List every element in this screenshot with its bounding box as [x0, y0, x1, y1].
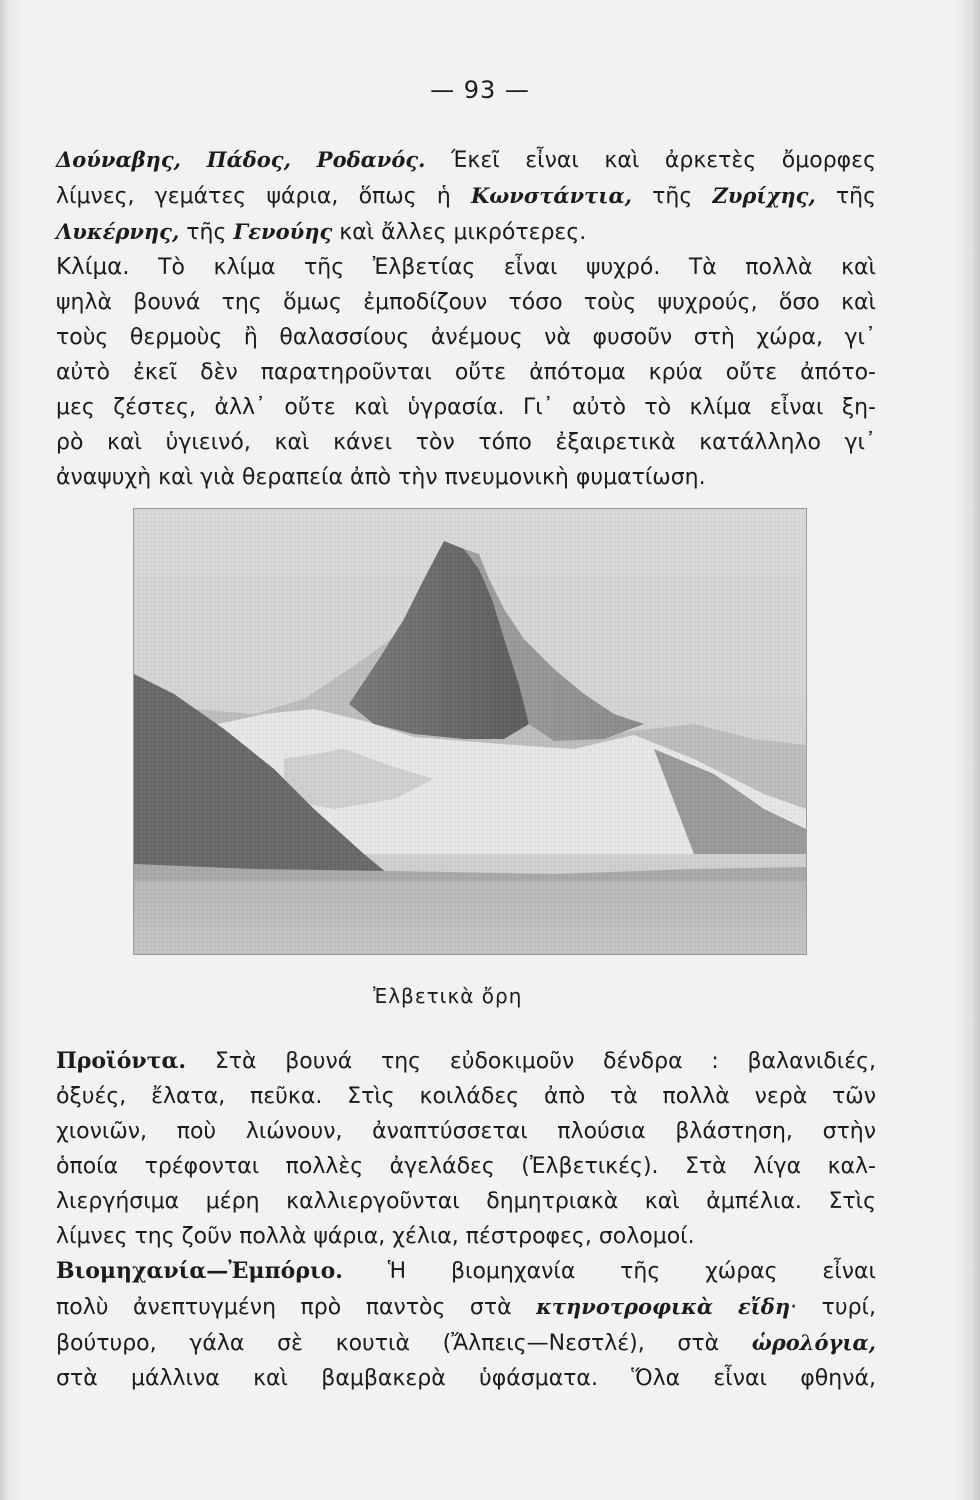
text-run: Ἡ βιομηχανία τῆς χώρας εἶναι [342, 1259, 876, 1284]
text-line [56, 1149, 876, 1184]
text-run: τῆς [179, 220, 234, 245]
emphasis-run: ὡρολόγια, [751, 1330, 876, 1355]
text-line [56, 250, 876, 285]
text-line [56, 355, 876, 390]
text-line [56, 460, 876, 495]
emphasis-run: Κλίμα. [56, 254, 130, 280]
text-line [56, 425, 876, 460]
text-run: μες ζέστες, ἀλλ᾽ οὔτε καὶ ὑγρασία. Γι᾽ αὐτὸ τὸ κλίμα εἶναι ξη- [56, 395, 876, 420]
emphasis-run: Ζυρίχης, [712, 183, 816, 208]
text-line [56, 320, 876, 355]
text-line [56, 1044, 876, 1079]
emphasis-run: Βιομηχανία—Ἐμπόριο. [56, 1258, 343, 1284]
text-run: ἀναψυχὴ καὶ γιὰ θεραπεία ἀπὸ τὴν πνευμονικὴ φυματίωση. [56, 465, 706, 490]
text-run: πολὺ ἀνεπτυγμένη πρὸ παντὸς στὰ [56, 1295, 537, 1320]
text-run: Έκεῖ εἶναι καὶ ἀρκετὲς ὄμορφες [425, 148, 876, 173]
text-run: αὐτὸ ἐκεῖ δὲν παρατηροῦνται οὔτε ἀπότομα κρύα οὔτε ἀπότο- [56, 360, 876, 385]
text-run: ὁποία τρέφονται πολλὲς ἀγελάδες (Ἐλβετικές). Στὰ λίγα καλ- [56, 1154, 876, 1179]
text-run: Τὸ κλίμα τῆς Ἐλβετίας εἶναι ψυχρό. Τὰ πολλὰ καὶ [129, 255, 876, 280]
text-line [56, 214, 876, 250]
text-line [56, 142, 876, 178]
text-line [56, 1114, 876, 1149]
emphasis-run: Προϊόντα. [56, 1048, 187, 1074]
text-run: Στὰ βουνά της εὐδοκιμοῦν δένδρα : βαλανιδιές, [186, 1049, 876, 1074]
mountain-photo [133, 508, 807, 955]
text-line [56, 1219, 876, 1254]
text-line [56, 285, 876, 320]
text-run: ὀξυές, ἔλατα, πεῦκα. Στὶς κοιλάδες ἀπὸ τὰ πολλὰ νερὰ τῶν [56, 1084, 876, 1109]
text-run: τοὺς θερμοὺς ἢ θαλασσίους ἀνέμους νὰ φυσοῦν στὴ χώρα, γι᾽ [56, 325, 876, 350]
emphasis-run: Κωνστάντια, [471, 183, 632, 208]
text-line [56, 1325, 876, 1361]
text-line [56, 1184, 876, 1219]
text-run: βούτυρο, γάλα σὲ κουτιὰ (Ἄλπεις—Νεστλέ), στὰ [56, 1331, 752, 1356]
emphasis-run: Λυκέρνης, [56, 219, 180, 244]
figure-caption: Ἐλβετικὰ ὄρη [373, 984, 523, 1008]
top-text-block [56, 142, 876, 495]
text-line [56, 1289, 876, 1325]
emphasis-run: κτηνοτροφικὰ εἴδη [536, 1294, 791, 1319]
text-run: λιεργήσιμα μέρη καλλιεργοῦνται δημητριακὰ καὶ ἀμπέλια. Στὶς [56, 1189, 876, 1214]
text-run: τῆς [815, 184, 877, 209]
text-line [56, 178, 876, 214]
text-run: · τυρί, [790, 1295, 876, 1320]
emphasis-run: Γενούης [233, 219, 333, 244]
emphasis-run: Δούναβης, Πάδος, Ροδανός. [56, 147, 426, 172]
bottom-text-block [56, 1044, 876, 1396]
text-line [56, 1254, 876, 1289]
page-number: — 93 — [430, 76, 530, 104]
text-line [56, 1361, 876, 1396]
text-run: στὰ μάλλινα καὶ βαμβακερὰ ὑφάσματα. Ὅλα εἶναι φθηνά, [56, 1366, 876, 1391]
text-run: λίμνες της ζοῦν πολλὰ ψάρια, χέλια, πέστροφες, σολομοί. [56, 1224, 695, 1249]
text-run: χιονιῶν, ποὺ λιώνουν, ἀναπτύσσεται πλούσια βλάστηση, στὴν [56, 1119, 876, 1144]
text-run: λίμνες, γεμάτες ψάρια, ὅπως ἡ [56, 184, 471, 209]
text-run: τῆς [631, 184, 713, 209]
text-line [56, 390, 876, 425]
text-run: ρὸ καὶ ὑγιεινό, καὶ κάνει τὸν τόπο ἐξαιρετικὰ κατάλληλο γι᾽ [56, 430, 876, 455]
text-run: ψηλὰ βουνά της ὅμως ἐμποδίζουν τόσο τοὺς ψυχρούς, ὅσο καὶ [56, 290, 876, 315]
photo-grain [134, 509, 806, 954]
text-run: καὶ ἄλλες μικρότερες. [332, 220, 587, 245]
text-line [56, 1079, 876, 1114]
